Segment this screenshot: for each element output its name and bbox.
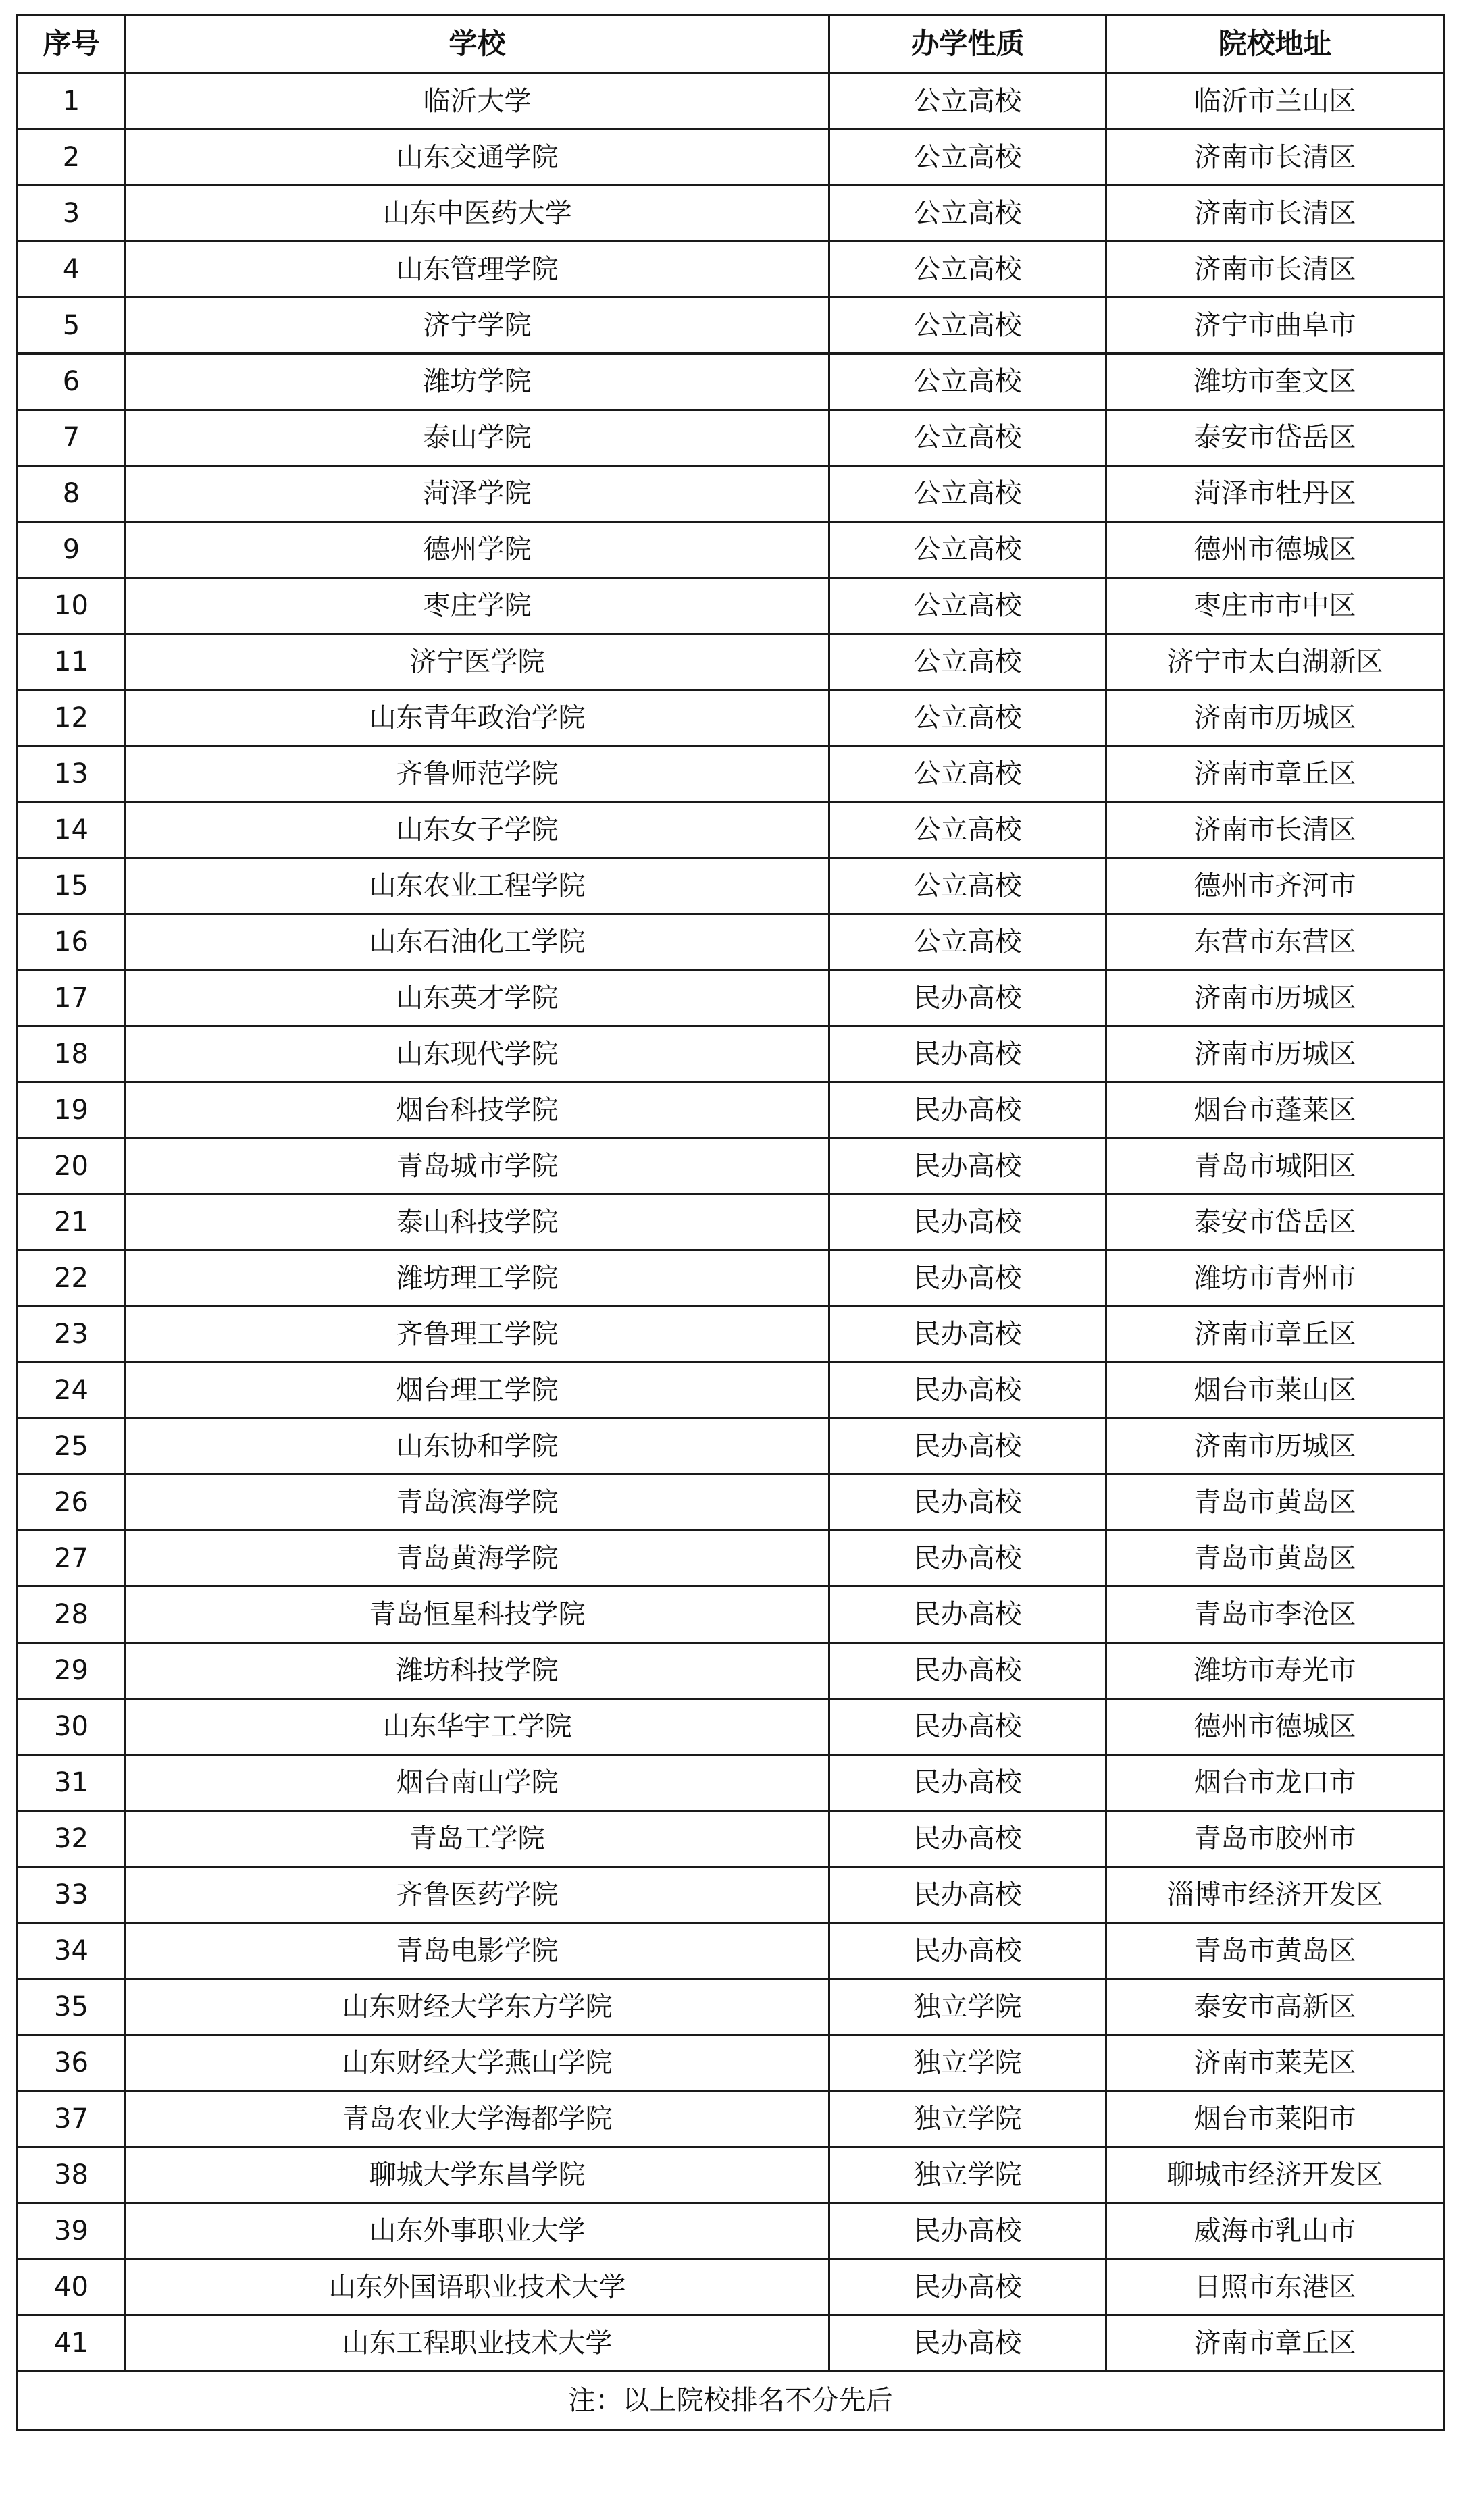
cell-address: 淄博市经济开发区 xyxy=(1106,1867,1444,1923)
table-row xyxy=(18,970,1444,1026)
cell-school-type: 民办高校 xyxy=(829,1643,1106,1699)
cell-serial-number: 23 xyxy=(18,1307,126,1363)
table-row xyxy=(18,1867,1444,1923)
cell-address: 济南市历城区 xyxy=(1106,1419,1444,1475)
cell-address: 潍坊市青州市 xyxy=(1106,1251,1444,1307)
cell-address: 威海市乳山市 xyxy=(1106,2203,1444,2259)
cell-serial-number: 40 xyxy=(18,2259,126,2315)
cell-serial-number: 8 xyxy=(18,466,126,522)
cell-serial-number: 29 xyxy=(18,1643,126,1699)
table-row xyxy=(18,1755,1444,1811)
cell-school-type: 独立学院 xyxy=(829,2035,1106,2091)
cell-serial-number: 32 xyxy=(18,1811,126,1867)
cell-address: 烟台市莱阳市 xyxy=(1106,2091,1444,2147)
cell-school-type: 公立高校 xyxy=(829,858,1106,914)
cell-school: 青岛电影学院 xyxy=(126,1923,829,1979)
cell-serial-number: 41 xyxy=(18,2315,126,2371)
cell-school-type: 公立高校 xyxy=(829,690,1106,746)
table-note: 注：以上院校排名不分先后 xyxy=(18,2371,1444,2430)
cell-school-type: 独立学院 xyxy=(829,2091,1106,2147)
table-row xyxy=(18,1363,1444,1419)
table-row xyxy=(18,1251,1444,1307)
table-row xyxy=(18,1307,1444,1363)
cell-serial-number: 28 xyxy=(18,1587,126,1643)
cell-school-type: 民办高校 xyxy=(829,1531,1106,1587)
cell-school: 齐鲁理工学院 xyxy=(126,1307,829,1363)
cell-school: 山东现代学院 xyxy=(126,1026,829,1082)
cell-school-type: 民办高校 xyxy=(829,1138,1106,1195)
cell-school-type: 民办高校 xyxy=(829,2315,1106,2371)
cell-school: 山东财经大学东方学院 xyxy=(126,1979,829,2035)
cell-school-type: 公立高校 xyxy=(829,186,1106,242)
cell-school-type: 公立高校 xyxy=(829,914,1106,970)
cell-school: 枣庄学院 xyxy=(126,578,829,634)
cell-serial-number: 15 xyxy=(18,858,126,914)
cell-serial-number: 33 xyxy=(18,1867,126,1923)
cell-school-type: 公立高校 xyxy=(829,298,1106,354)
cell-school-type: 公立高校 xyxy=(829,522,1106,578)
cell-school-type: 公立高校 xyxy=(829,354,1106,410)
table-footer xyxy=(18,2371,1444,2430)
cell-address: 济南市莱芜区 xyxy=(1106,2035,1444,2091)
header-school-type: 办学性质 xyxy=(829,15,1106,74)
table-row xyxy=(18,1979,1444,2035)
cell-address: 德州市德城区 xyxy=(1106,1699,1444,1755)
cell-school-type: 公立高校 xyxy=(829,130,1106,186)
header-school: 学校 xyxy=(126,15,829,74)
table-row xyxy=(18,354,1444,410)
cell-school-type: 民办高校 xyxy=(829,1587,1106,1643)
table-row xyxy=(18,298,1444,354)
cell-address: 青岛市城阳区 xyxy=(1106,1138,1444,1195)
table-row xyxy=(18,1587,1444,1643)
cell-school-type: 民办高校 xyxy=(829,1699,1106,1755)
table-row xyxy=(18,1419,1444,1475)
cell-address: 聊城市经济开发区 xyxy=(1106,2147,1444,2203)
cell-address: 济宁市曲阜市 xyxy=(1106,298,1444,354)
table-row xyxy=(18,2315,1444,2371)
cell-school: 山东英才学院 xyxy=(126,970,829,1026)
cell-school: 山东外国语职业技术大学 xyxy=(126,2259,829,2315)
cell-school-type: 民办高校 xyxy=(829,1307,1106,1363)
cell-address: 青岛市黄岛区 xyxy=(1106,1923,1444,1979)
cell-school: 青岛滨海学院 xyxy=(126,1475,829,1531)
cell-serial-number: 20 xyxy=(18,1138,126,1195)
cell-address: 泰安市高新区 xyxy=(1106,1979,1444,2035)
cell-address: 东营市东营区 xyxy=(1106,914,1444,970)
cell-address: 泰安市岱岳区 xyxy=(1106,410,1444,466)
cell-school: 青岛黄海学院 xyxy=(126,1531,829,1587)
table-row xyxy=(18,1026,1444,1082)
cell-school-type: 民办高校 xyxy=(829,1475,1106,1531)
cell-school-type: 公立高校 xyxy=(829,242,1106,298)
cell-serial-number: 34 xyxy=(18,1923,126,1979)
cell-school-type: 公立高校 xyxy=(829,578,1106,634)
cell-school-type: 独立学院 xyxy=(829,1979,1106,2035)
cell-school: 烟台南山学院 xyxy=(126,1755,829,1811)
cell-serial-number: 6 xyxy=(18,354,126,410)
cell-school: 泰山学院 xyxy=(126,410,829,466)
cell-address: 潍坊市寿光市 xyxy=(1106,1643,1444,1699)
cell-school: 山东女子学院 xyxy=(126,802,829,858)
cell-school: 山东协和学院 xyxy=(126,1419,829,1475)
table-row xyxy=(18,410,1444,466)
cell-serial-number: 35 xyxy=(18,1979,126,2035)
cell-address: 青岛市黄岛区 xyxy=(1106,1531,1444,1587)
cell-school: 潍坊理工学院 xyxy=(126,1251,829,1307)
cell-serial-number: 19 xyxy=(18,1082,126,1138)
cell-school: 烟台理工学院 xyxy=(126,1363,829,1419)
college-table xyxy=(16,14,1445,2431)
cell-serial-number: 1 xyxy=(18,74,126,130)
cell-address: 济南市章丘区 xyxy=(1106,2315,1444,2371)
cell-serial-number: 13 xyxy=(18,746,126,802)
table-row xyxy=(18,1195,1444,1251)
header-serial-number: 序号 xyxy=(18,15,126,74)
cell-school: 济宁医学院 xyxy=(126,634,829,690)
table-row xyxy=(18,1923,1444,1979)
cell-school-type: 民办高校 xyxy=(829,2259,1106,2315)
cell-school: 山东财经大学燕山学院 xyxy=(126,2035,829,2091)
table-header xyxy=(18,15,1444,74)
cell-serial-number: 17 xyxy=(18,970,126,1026)
table-row xyxy=(18,914,1444,970)
cell-school: 潍坊学院 xyxy=(126,354,829,410)
table-row xyxy=(18,1082,1444,1138)
cell-school: 潍坊科技学院 xyxy=(126,1643,829,1699)
cell-school-type: 公立高校 xyxy=(829,410,1106,466)
cell-school: 山东中医药大学 xyxy=(126,186,829,242)
cell-address: 济南市章丘区 xyxy=(1106,746,1444,802)
cell-serial-number: 14 xyxy=(18,802,126,858)
cell-address: 泰安市岱岳区 xyxy=(1106,1195,1444,1251)
cell-school-type: 公立高校 xyxy=(829,634,1106,690)
cell-address: 青岛市黄岛区 xyxy=(1106,1475,1444,1531)
cell-serial-number: 21 xyxy=(18,1195,126,1251)
cell-serial-number: 39 xyxy=(18,2203,126,2259)
table-row xyxy=(18,2203,1444,2259)
table-row xyxy=(18,74,1444,130)
cell-address: 枣庄市市中区 xyxy=(1106,578,1444,634)
cell-school: 泰山科技学院 xyxy=(126,1195,829,1251)
cell-address: 济南市章丘区 xyxy=(1106,1307,1444,1363)
document-page xyxy=(16,14,1443,2431)
cell-school-type: 民办高校 xyxy=(829,1755,1106,1811)
cell-serial-number: 3 xyxy=(18,186,126,242)
cell-school: 菏泽学院 xyxy=(126,466,829,522)
table-row xyxy=(18,1138,1444,1195)
cell-address: 德州市齐河市 xyxy=(1106,858,1444,914)
cell-school-type: 民办高校 xyxy=(829,1419,1106,1475)
cell-serial-number: 2 xyxy=(18,130,126,186)
table-row xyxy=(18,1699,1444,1755)
table-row xyxy=(18,522,1444,578)
cell-serial-number: 37 xyxy=(18,2091,126,2147)
cell-address: 济南市历城区 xyxy=(1106,970,1444,1026)
table-row xyxy=(18,802,1444,858)
cell-address: 德州市德城区 xyxy=(1106,522,1444,578)
cell-school: 济宁学院 xyxy=(126,298,829,354)
cell-serial-number: 7 xyxy=(18,410,126,466)
cell-address: 烟台市莱山区 xyxy=(1106,1363,1444,1419)
cell-school: 山东华宇工学院 xyxy=(126,1699,829,1755)
cell-serial-number: 30 xyxy=(18,1699,126,1755)
cell-school: 山东石油化工学院 xyxy=(126,914,829,970)
table-row xyxy=(18,2091,1444,2147)
cell-serial-number: 24 xyxy=(18,1363,126,1419)
cell-address: 济南市历城区 xyxy=(1106,690,1444,746)
cell-address: 临沂市兰山区 xyxy=(1106,74,1444,130)
cell-school-type: 民办高校 xyxy=(829,1026,1106,1082)
cell-serial-number: 26 xyxy=(18,1475,126,1531)
table-row xyxy=(18,1475,1444,1531)
cell-serial-number: 4 xyxy=(18,242,126,298)
cell-school: 山东交通学院 xyxy=(126,130,829,186)
cell-address: 菏泽市牡丹区 xyxy=(1106,466,1444,522)
cell-serial-number: 9 xyxy=(18,522,126,578)
table-body xyxy=(18,74,1444,2371)
cell-address: 烟台市龙口市 xyxy=(1106,1755,1444,1811)
cell-serial-number: 12 xyxy=(18,690,126,746)
cell-serial-number: 25 xyxy=(18,1419,126,1475)
cell-school: 山东外事职业大学 xyxy=(126,2203,829,2259)
cell-address: 济南市长清区 xyxy=(1106,802,1444,858)
table-row xyxy=(18,130,1444,186)
cell-address: 青岛市李沧区 xyxy=(1106,1587,1444,1643)
cell-school: 临沂大学 xyxy=(126,74,829,130)
table-row xyxy=(18,2259,1444,2315)
table-row xyxy=(18,858,1444,914)
cell-school-type: 民办高校 xyxy=(829,970,1106,1026)
table-row xyxy=(18,466,1444,522)
cell-school-type: 民办高校 xyxy=(829,1811,1106,1867)
cell-school-type: 民办高校 xyxy=(829,1195,1106,1251)
cell-school: 齐鲁师范学院 xyxy=(126,746,829,802)
cell-school-type: 民办高校 xyxy=(829,1082,1106,1138)
cell-school-type: 公立高校 xyxy=(829,746,1106,802)
cell-serial-number: 10 xyxy=(18,578,126,634)
table-row xyxy=(18,578,1444,634)
cell-school-type: 民办高校 xyxy=(829,2203,1106,2259)
note-row xyxy=(18,2371,1444,2430)
cell-school: 烟台科技学院 xyxy=(126,1082,829,1138)
table-row xyxy=(18,690,1444,746)
cell-school: 青岛农业大学海都学院 xyxy=(126,2091,829,2147)
cell-serial-number: 5 xyxy=(18,298,126,354)
cell-school: 青岛工学院 xyxy=(126,1811,829,1867)
cell-serial-number: 31 xyxy=(18,1755,126,1811)
cell-address: 青岛市胶州市 xyxy=(1106,1811,1444,1867)
table-row xyxy=(18,2147,1444,2203)
cell-address: 济南市历城区 xyxy=(1106,1026,1444,1082)
cell-school-type: 公立高校 xyxy=(829,802,1106,858)
header-address: 院校地址 xyxy=(1106,15,1444,74)
table-row xyxy=(18,1531,1444,1587)
cell-serial-number: 22 xyxy=(18,1251,126,1307)
cell-serial-number: 27 xyxy=(18,1531,126,1587)
cell-address: 潍坊市奎文区 xyxy=(1106,354,1444,410)
table-row xyxy=(18,634,1444,690)
table-row xyxy=(18,746,1444,802)
cell-school: 德州学院 xyxy=(126,522,829,578)
cell-school: 山东青年政治学院 xyxy=(126,690,829,746)
cell-school: 齐鲁医药学院 xyxy=(126,1867,829,1923)
cell-address: 济南市长清区 xyxy=(1106,242,1444,298)
cell-serial-number: 36 xyxy=(18,2035,126,2091)
table-row xyxy=(18,186,1444,242)
cell-school-type: 民办高校 xyxy=(829,1923,1106,1979)
cell-address: 济南市长清区 xyxy=(1106,130,1444,186)
cell-serial-number: 38 xyxy=(18,2147,126,2203)
header-row xyxy=(18,15,1444,74)
cell-address: 日照市东港区 xyxy=(1106,2259,1444,2315)
cell-serial-number: 16 xyxy=(18,914,126,970)
cell-address: 济宁市太白湖新区 xyxy=(1106,634,1444,690)
table-row xyxy=(18,1643,1444,1699)
table-row xyxy=(18,242,1444,298)
cell-school-type: 公立高校 xyxy=(829,74,1106,130)
cell-school: 山东管理学院 xyxy=(126,242,829,298)
cell-school: 青岛恒星科技学院 xyxy=(126,1587,829,1643)
cell-school-type: 民办高校 xyxy=(829,1363,1106,1419)
cell-school-type: 民办高校 xyxy=(829,1867,1106,1923)
cell-school: 青岛城市学院 xyxy=(126,1138,829,1195)
cell-school-type: 公立高校 xyxy=(829,466,1106,522)
cell-address: 烟台市蓬莱区 xyxy=(1106,1082,1444,1138)
cell-school-type: 独立学院 xyxy=(829,2147,1106,2203)
cell-school: 山东农业工程学院 xyxy=(126,858,829,914)
cell-school: 山东工程职业技术大学 xyxy=(126,2315,829,2371)
cell-serial-number: 18 xyxy=(18,1026,126,1082)
cell-school-type: 民办高校 xyxy=(829,1251,1106,1307)
table-row xyxy=(18,1811,1444,1867)
cell-address: 济南市长清区 xyxy=(1106,186,1444,242)
cell-school: 聊城大学东昌学院 xyxy=(126,2147,829,2203)
table-row xyxy=(18,2035,1444,2091)
cell-serial-number: 11 xyxy=(18,634,126,690)
